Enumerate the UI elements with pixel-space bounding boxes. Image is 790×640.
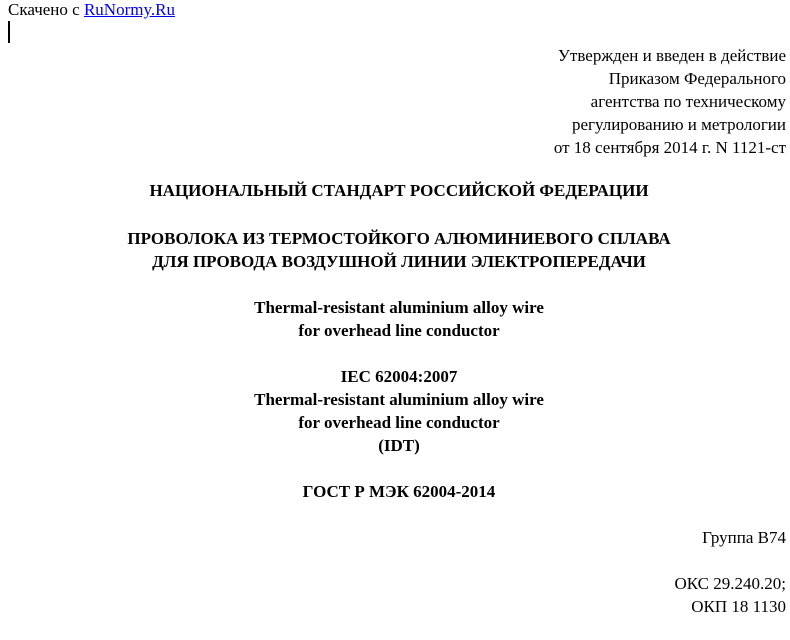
iec-title-line-1: Thermal-resistant aluminium alloy wire (254, 390, 544, 409)
okp-code: ОКП 18 1130 (691, 597, 786, 616)
approval-line-1: Утвержден и введен в действие (557, 46, 786, 65)
gost-code: ГОСТ Р МЭК 62004-2014 (302, 482, 496, 501)
russian-title (0, 227, 790, 273)
english-title-line-2: for overhead line conductor (298, 321, 500, 340)
gost-designation (0, 480, 790, 503)
english-title (0, 296, 790, 342)
iec-title-line-2: for overhead line conductor (298, 413, 500, 432)
approval-line-4: регулированию и метрологии (571, 115, 786, 134)
russian-title-line-1: ПРОВОЛОКА ИЗ ТЕРМОСТОЙКОГО АЛЮМИНИЕВОГО СПЛАВА (127, 229, 671, 248)
group-code: Группа В74 (702, 528, 786, 547)
russian-title-line-2: ДЛЯ ПРОВОДА ВОЗДУШНОЙ ЛИНИИ ЭЛЕКТРОПЕРЕДАЧИ (152, 252, 646, 271)
approval-line-2: Приказом Федерального (608, 69, 786, 88)
oks-code: ОКС 29.240.20; (674, 574, 786, 593)
english-title-line-1: Thermal-resistant aluminium alloy wire (254, 298, 544, 317)
download-source-prefix: Скачено с (8, 0, 80, 19)
classification-codes (674, 572, 786, 618)
standard-type-heading (0, 179, 790, 202)
approval-block (554, 44, 786, 159)
group-block (702, 526, 786, 549)
approval-line-3: агентства по техническому (590, 92, 786, 111)
iec-reference (0, 365, 790, 457)
iec-identity: (IDT) (378, 436, 420, 455)
standard-type: НАЦИОНАЛЬНЫЙ СТАНДАРТ РОССИЙСКОЙ ФЕДЕРАЦИИ (149, 181, 649, 200)
approval-line-5: от 18 сентября 2014 г. N 1121-ст (553, 138, 786, 157)
source-link[interactable]: RuNormy.Ru (83, 0, 175, 19)
download-source-line (8, 0, 175, 21)
text-cursor (8, 21, 10, 43)
iec-code: IEC 62004:2007 (340, 367, 458, 386)
